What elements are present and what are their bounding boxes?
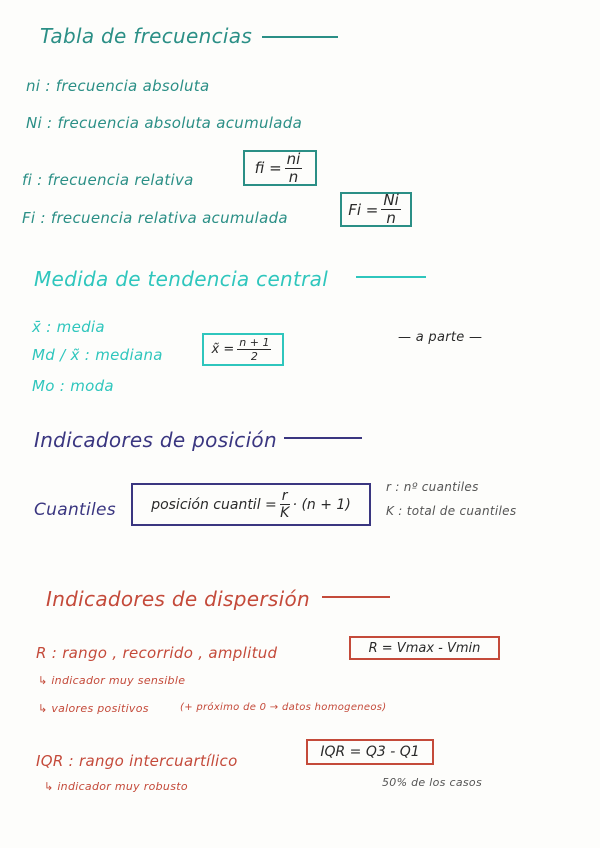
definition-ni: ni : frecuencia absoluta <box>26 77 210 95</box>
formula-mediana-box <box>202 333 284 366</box>
range-note-sensible: ↳ indicador muy sensible <box>38 674 186 687</box>
definition-rango: R : rango , recorrido , amplitud <box>36 644 278 662</box>
section-title-tendencia: Medida de tendencia central <box>34 267 329 291</box>
formula-rango-box: R = Vmax - Vmin <box>349 636 500 660</box>
range-note-homogeneos: (+ próximo de 0 → datos homogeneos) <box>180 702 387 713</box>
formula-denominator: n <box>288 167 299 186</box>
section-title-dispersion: Indicadores de dispersión <box>46 587 310 611</box>
definition-iqr: IQR : rango intercuartílico <box>36 752 238 770</box>
note-K: K : total de cuantiles <box>386 504 517 518</box>
formula-denominator: n <box>386 209 396 227</box>
formula-numerator: n + 1 <box>239 336 270 349</box>
definition-media: x̄ : media <box>32 318 105 336</box>
formula-iqr-box: IQR = Q3 - Q1 <box>306 739 434 765</box>
formula-numerator: ni <box>286 149 301 168</box>
formula-cuantil-box <box>131 483 371 526</box>
cuantiles-label: Cuantiles <box>34 500 116 520</box>
formula-numerator: Ni <box>383 191 399 209</box>
formula-fi-box <box>243 150 317 186</box>
section-title-frecuencias: Tabla de frecuencias <box>40 24 253 48</box>
formula-rhs: · (n + 1) <box>292 496 351 513</box>
note-r: r : nº cuantiles <box>386 480 479 494</box>
definition-fi: fi : frecuencia relativa <box>22 171 194 189</box>
range-note-positivos: ↳ valores positivos <box>38 702 149 715</box>
formula-lhs: x̃ = <box>211 342 235 357</box>
formula-numerator: r <box>281 488 288 504</box>
definition-Fi: Fi : frecuencia relativa acumulada <box>22 209 288 227</box>
formula-lhs: fi = <box>254 159 282 177</box>
formula-denominator: K <box>280 505 290 521</box>
aside-note: — a parte — <box>398 330 483 345</box>
title-rule <box>262 36 338 38</box>
iqr-note-robusto: ↳ indicador muy robusto <box>44 780 188 793</box>
definition-mediana: Md / x̃ : mediana <box>32 346 163 364</box>
iqr-side-note: 50% de los casos <box>382 776 482 789</box>
formula-lhs: posición cuantil = <box>151 496 277 513</box>
formula-Fi-box <box>340 192 412 227</box>
definition-moda: Mo : moda <box>32 377 114 395</box>
title-rule <box>356 276 426 278</box>
definition-Ni: Ni : frecuencia absoluta acumulada <box>26 114 303 132</box>
title-rule <box>284 437 362 439</box>
formula-denominator: 2 <box>250 350 258 363</box>
section-title-posicion: Indicadores de posición <box>34 428 277 452</box>
formula-lhs: Fi = <box>348 200 379 219</box>
title-rule <box>322 596 390 598</box>
